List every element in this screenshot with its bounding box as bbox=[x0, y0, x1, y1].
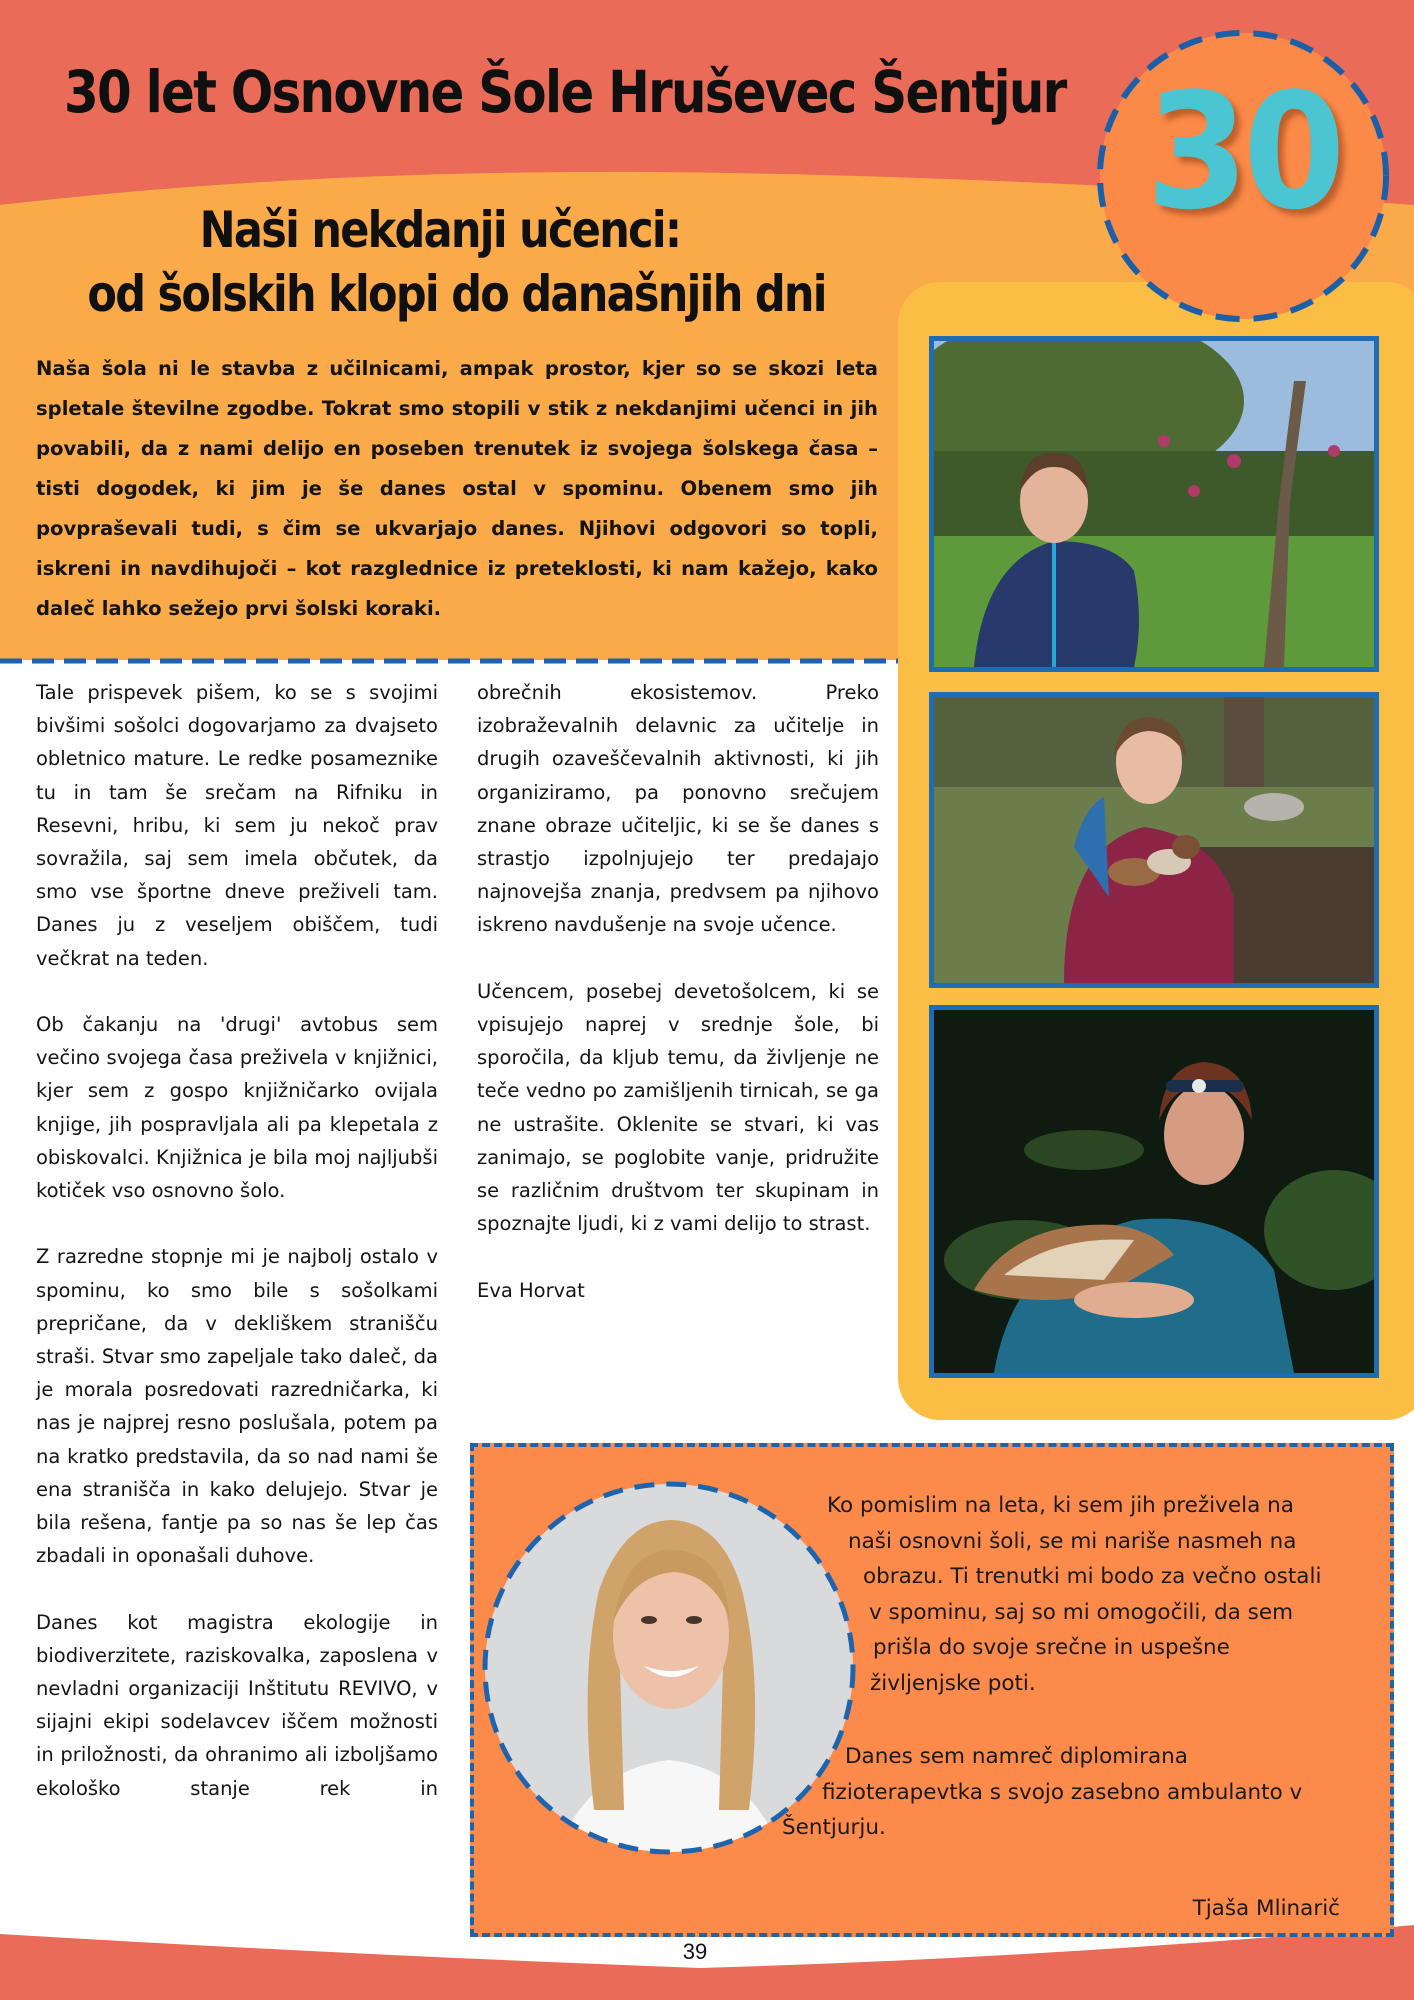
quote-paragraph-1 bbox=[827, 1488, 1321, 1701]
intro-paragraph: Naša šola ni le stavba z učilnicami, ampak prostor, kjer so se skozi leta spletale številne zgodbe. Tokrat smo stopili v stik z nekdanjimi učenci in jih povabili, da z nami delijo en poseben trenutek iz svojega šolskega časa – tisti dogodek, ki jim je še danes ostal v spominu. Obenem smo jih povpraševali tudi, s čim se ukvarjajo danes. Njihovi odgovori so topli, iskreni in navdihujoči – kot razglednice iz preteklosti, ki nam kažejo, kako daleč lahko sežejo prvi šolski koraki. bbox=[36, 357, 878, 620]
article-paragraph: Danes kot magistra ekologije in biodiverzitete, raziskovalka, zaposlena v nevladni organizaciji Inštitutu REVIVO, v sijajni ekipi sodelavcev iščem možnosti in priložnosti, da ohranimo ali izboljšamo ekološko stanje rek in bbox=[36, 1610, 438, 1800]
photo-woman-holding-bird bbox=[929, 1005, 1379, 1378]
page-title: 30 let Osnovne Šole Hruševec Šentjur bbox=[64, 58, 1066, 126]
quote-author: Tjaša Mlinarič bbox=[1192, 1896, 1340, 1921]
article-paragraph: Z razredne stopnje mi je najbolj ostalo v spominu, ko smo bile s sošolkami prepričane, da v dekliškem stranišču straši. Stvar smo zapeljale tako daleč, da je morala posredovati razredničarka, ki nas je najprej resno poslušala, potem pa na kratko predstavila, da so nad nami še ena stranišča in kako delujejo. Stvar je bila rešena, fantje pa so nas še lep čas zbadali in oponašali duhove. bbox=[36, 1245, 438, 1568]
subtitle-line-2: od šolskih klopi do današnjih dni bbox=[87, 265, 826, 323]
page-number: 39 bbox=[682, 1939, 708, 1964]
quote-line: življenjske poti. bbox=[870, 1670, 1036, 1696]
quote-line: Ko pomislim na leta, ki sem jih preživela na bbox=[827, 1493, 1294, 1518]
quote-line: naši osnovni šoli, se mi nariše nasmeh na bbox=[848, 1528, 1297, 1554]
article-author: Eva Horvat bbox=[477, 1278, 585, 1302]
quote-line: Šentjurju. bbox=[782, 1815, 886, 1840]
article-paragraph: obrečnih ekosistemov. Preko izobraževalnih delavnic za učitelje in drugih ozaveščevalnih aktivnosti, ki jih organiziramo, pa ponovno srečujem znane obraze učiteljic, ki se še danes s strastjo izpolnjujejo ter predajajo najnovejša znanja, predvsem pa njihovo iskreno navdušenje na svoje učence. bbox=[477, 681, 879, 937]
badge-number: 30 bbox=[1146, 58, 1340, 245]
article-paragraph: Ob čakanju na 'drugi' avtobus sem večino svojega časa preživela v knjižnici, kjer sem z gospo knjižničarko ovijala knjige, jih pospravljala ali pa klepetala z obiskovalci. Knjižnica je bila moj najljubši kotiček vso osnovno šolo. bbox=[36, 1013, 438, 1203]
quote-line: fizioterapevtka s svojo zasebno ambulanto v bbox=[822, 1779, 1303, 1805]
article-paragraph: Učencem, posebej devetošolcem, ki se vpisujejo naprej v srednje šole, bi sporočila, da kljub temu, da življenje ne teče vedno po zamišljenih tirnicah, se ga ne ustrašite. Oklenite se stvari, ki vas zanimajo, se poglobite vanje, pridružite se različnim društvom ter skupinam in spoznajte ljudi, ki z vami delijo to strast. bbox=[477, 979, 879, 1236]
quote-line: v spominu, saj so mi omogočili, da sem bbox=[869, 1599, 1294, 1625]
section-subtitle bbox=[30, 198, 850, 326]
quote-paragraph-2 bbox=[782, 1739, 1302, 1846]
subtitle-line-1: Naši nekdanji učenci: bbox=[199, 201, 681, 259]
quote-line: Danes sem namreč diplomirana bbox=[845, 1744, 1188, 1769]
article-column-2 bbox=[477, 676, 879, 1340]
article-column-1 bbox=[36, 676, 438, 1838]
photo-woman-magnolia-tree bbox=[929, 336, 1379, 672]
photo-woman-holding-mushrooms bbox=[929, 692, 1379, 988]
quote-line: obrazu. Ti trenutki mi bodo za večno ostali bbox=[863, 1564, 1322, 1589]
article-paragraph: Tale prispevek pišem, ko se s svojimi bivšimi sošolci dogovarjamo za dvajseto obletnico mature. Le redke posameznike tu in tam še srečam na Rifniku in Resevni, hribu, ki sem ju nekoč prav sovražila, saj sem imela občutek, da smo vse športne dneve preživeli tam. Danes ju z veseljem obiščem, tudi večkrat na teden. bbox=[36, 681, 438, 970]
quote-line: prišla do svoje srečne in uspešne bbox=[873, 1635, 1230, 1660]
